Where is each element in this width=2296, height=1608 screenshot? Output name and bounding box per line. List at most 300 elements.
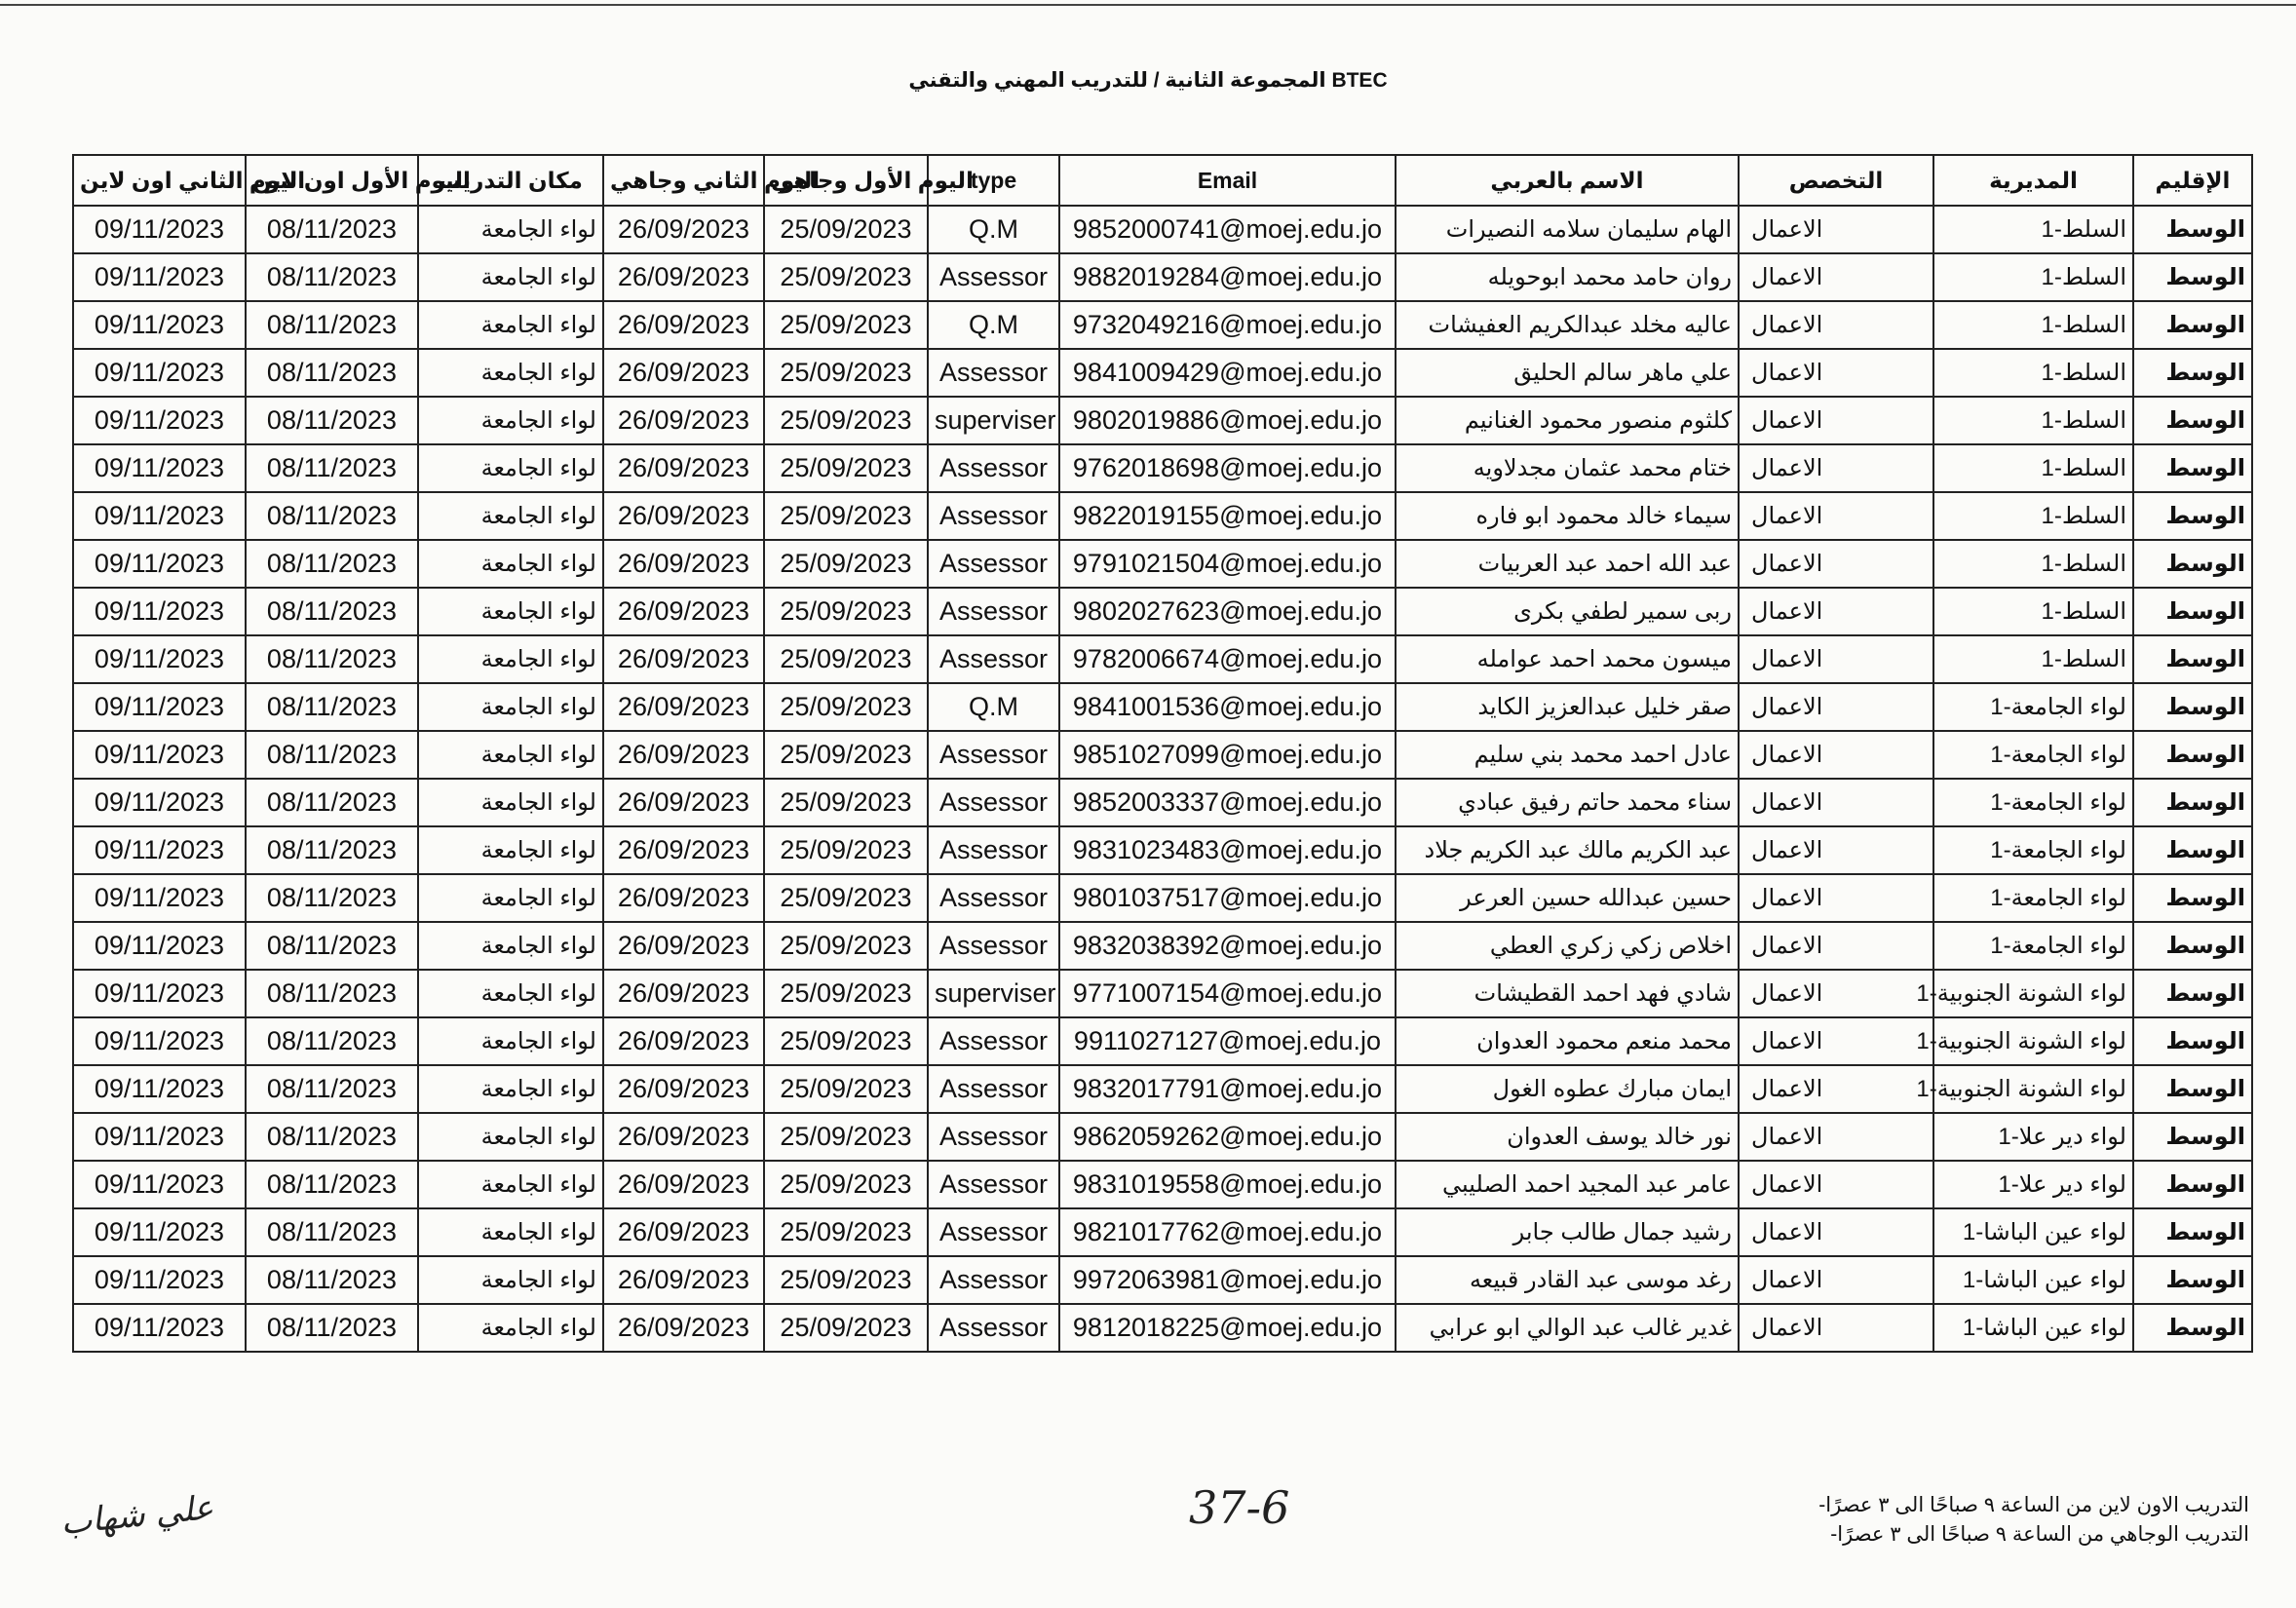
cell-training-place: لواء الجامعة <box>418 444 603 492</box>
cell-arabic-name: روان حامد محمد ابوحويله <box>1396 253 1739 301</box>
header-specialty: التخصص <box>1739 155 1933 206</box>
cell-day1-online: 08/11/2023 <box>246 540 418 588</box>
cell-training-place: لواء الجامعة <box>418 397 603 444</box>
cell-directorate: لواء الشونة الجنوبية-1 <box>1933 970 2133 1017</box>
cell-email: 9821017762@moej.edu.jo <box>1059 1208 1396 1256</box>
cell-type: Assessor <box>928 492 1059 540</box>
cell-day1-inperson: 25/09/2023 <box>764 683 928 731</box>
cell-type: Assessor <box>928 1208 1059 1256</box>
cell-type: Assessor <box>928 1304 1059 1352</box>
cell-arabic-name: كلثوم منصور محمود الغنانيم <box>1396 397 1739 444</box>
cell-day2-online: 09/11/2023 <box>73 731 246 779</box>
cell-day1-online: 08/11/2023 <box>246 683 418 731</box>
table-row <box>73 588 2252 635</box>
cell-type: Assessor <box>928 826 1059 874</box>
cell-day2-online: 09/11/2023 <box>73 1017 246 1065</box>
cell-email: 9801037517@moej.edu.jo <box>1059 874 1396 922</box>
cell-training-place: لواء الجامعة <box>418 492 603 540</box>
table-row <box>73 349 2252 397</box>
cell-arabic-name: عبد الكريم مالك عبد الكريم جلاد <box>1396 826 1739 874</box>
cell-day2-inperson: 26/09/2023 <box>603 1113 764 1161</box>
cell-type: Q.M <box>928 206 1059 253</box>
cell-arabic-name: رشيد جمال طالب جابر <box>1396 1208 1739 1256</box>
cell-directorate: السلط-1 <box>1933 540 2133 588</box>
cell-arabic-name: الهام سليمان سلامه النصيرات <box>1396 206 1739 253</box>
cell-email: 9771007154@moej.edu.jo <box>1059 970 1396 1017</box>
cell-day2-online: 09/11/2023 <box>73 444 246 492</box>
table-row <box>73 970 2252 1017</box>
cell-directorate: لواء عين الباشا-1 <box>1933 1304 2133 1352</box>
cell-day2-inperson: 26/09/2023 <box>603 397 764 444</box>
cell-day2-inperson: 26/09/2023 <box>603 1065 764 1113</box>
cell-day1-inperson: 25/09/2023 <box>764 206 928 253</box>
cell-day2-online: 09/11/2023 <box>73 970 246 1017</box>
cell-day1-online: 08/11/2023 <box>246 922 418 970</box>
cell-day1-online: 08/11/2023 <box>246 1017 418 1065</box>
cell-day1-online: 08/11/2023 <box>246 635 418 683</box>
cell-arabic-name: نور خالد يوسف العدوان <box>1396 1113 1739 1161</box>
cell-region: الوسط <box>2133 826 2252 874</box>
cell-specialty: الاعمال <box>1739 253 1933 301</box>
cell-type: Assessor <box>928 635 1059 683</box>
cell-specialty: الاعمال <box>1739 970 1933 1017</box>
header-email: Email <box>1059 155 1396 206</box>
cell-email: 9732049216@moej.edu.jo <box>1059 301 1396 349</box>
cell-directorate: لواء دير علا-1 <box>1933 1161 2133 1208</box>
cell-type: Q.M <box>928 301 1059 349</box>
cell-arabic-name: اخلاص زكي زكري العطي <box>1396 922 1739 970</box>
footer-notes <box>1818 1491 2249 1550</box>
cell-day1-online: 08/11/2023 <box>246 301 418 349</box>
cell-specialty: الاعمال <box>1739 874 1933 922</box>
cell-type: Assessor <box>928 253 1059 301</box>
cell-region: الوسط <box>2133 922 2252 970</box>
cell-type: Assessor <box>928 874 1059 922</box>
cell-day1-online: 08/11/2023 <box>246 1161 418 1208</box>
cell-day1-online: 08/11/2023 <box>246 731 418 779</box>
table-row <box>73 1113 2252 1161</box>
cell-type: Assessor <box>928 1017 1059 1065</box>
cell-specialty: الاعمال <box>1739 349 1933 397</box>
cell-type: Assessor <box>928 1161 1059 1208</box>
cell-directorate: لواء الجامعة-1 <box>1933 731 2133 779</box>
table-row <box>73 922 2252 970</box>
cell-arabic-name: ربى سمير لطفي بكرى <box>1396 588 1739 635</box>
header-type: type <box>928 155 1059 206</box>
cell-directorate: السلط-1 <box>1933 301 2133 349</box>
cell-directorate: السلط-1 <box>1933 397 2133 444</box>
cell-day2-inperson: 26/09/2023 <box>603 635 764 683</box>
cell-type: Q.M <box>928 683 1059 731</box>
cell-directorate: السلط-1 <box>1933 635 2133 683</box>
cell-day2-online: 09/11/2023 <box>73 1208 246 1256</box>
cell-training-place: لواء الجامعة <box>418 301 603 349</box>
header-day1-inperson: اليوم الأول وجاهي <box>764 155 928 206</box>
cell-region: الوسط <box>2133 1256 2252 1304</box>
cell-day1-online: 08/11/2023 <box>246 1065 418 1113</box>
cell-directorate: لواء دير علا-1 <box>1933 1113 2133 1161</box>
cell-training-place: لواء الجامعة <box>418 1304 603 1352</box>
cell-arabic-name: عبد الله احمد عبد العربيات <box>1396 540 1739 588</box>
table-row <box>73 779 2252 826</box>
cell-day1-inperson: 25/09/2023 <box>764 1065 928 1113</box>
cell-day2-online: 09/11/2023 <box>73 301 246 349</box>
cell-directorate: لواء عين الباشا-1 <box>1933 1256 2133 1304</box>
cell-day2-online: 09/11/2023 <box>73 1256 246 1304</box>
cell-day2-online: 09/11/2023 <box>73 779 246 826</box>
cell-email: 9841009429@moej.edu.jo <box>1059 349 1396 397</box>
cell-day2-inperson: 26/09/2023 <box>603 1304 764 1352</box>
cell-specialty: الاعمال <box>1739 826 1933 874</box>
cell-email: 9911027127@moej.edu.jo <box>1059 1017 1396 1065</box>
cell-training-place: لواء الجامعة <box>418 206 603 253</box>
note-inperson-training: التدريب الوجاهي من الساعة ٩ صباحًا الى ٣ عصرًا- <box>1830 1523 2249 1546</box>
header-row <box>73 155 2252 206</box>
cell-directorate: لواء الشونة الجنوبية-1 <box>1933 1017 2133 1065</box>
cell-day1-inperson: 25/09/2023 <box>764 492 928 540</box>
cell-region: الوسط <box>2133 1208 2252 1256</box>
cell-day2-online: 09/11/2023 <box>73 635 246 683</box>
cell-day2-online: 09/11/2023 <box>73 253 246 301</box>
cell-arabic-name: محمد منعم محمود العدوان <box>1396 1017 1739 1065</box>
cell-day2-inperson: 26/09/2023 <box>603 683 764 731</box>
cell-email: 9831023483@moej.edu.jo <box>1059 826 1396 874</box>
cell-email: 9802027623@moej.edu.jo <box>1059 588 1396 635</box>
cell-type: Assessor <box>928 731 1059 779</box>
cell-training-place: لواء الجامعة <box>418 731 603 779</box>
cell-directorate: السلط-1 <box>1933 206 2133 253</box>
cell-specialty: الاعمال <box>1739 731 1933 779</box>
table-row <box>73 731 2252 779</box>
cell-day2-online: 09/11/2023 <box>73 206 246 253</box>
cell-training-place: لواء الجامعة <box>418 683 603 731</box>
cell-day1-inperson: 25/09/2023 <box>764 301 928 349</box>
cell-day1-online: 08/11/2023 <box>246 206 418 253</box>
cell-region: الوسط <box>2133 253 2252 301</box>
cell-specialty: الاعمال <box>1739 1017 1933 1065</box>
cell-day2-inperson: 26/09/2023 <box>603 731 764 779</box>
cell-email: 9802019886@moej.edu.jo <box>1059 397 1396 444</box>
cell-day1-inperson: 25/09/2023 <box>764 444 928 492</box>
cell-specialty: الاعمال <box>1739 1161 1933 1208</box>
cell-region: الوسط <box>2133 444 2252 492</box>
cell-region: الوسط <box>2133 1065 2252 1113</box>
cell-day2-online: 09/11/2023 <box>73 349 246 397</box>
cell-day2-online: 09/11/2023 <box>73 492 246 540</box>
cell-specialty: الاعمال <box>1739 1304 1933 1352</box>
table-row <box>73 1304 2252 1352</box>
cell-day2-inperson: 26/09/2023 <box>603 922 764 970</box>
cell-day1-online: 08/11/2023 <box>246 444 418 492</box>
header-day2-online: اليوم الثاني اون لاين <box>73 155 246 206</box>
page-title: المجموعة الثانية / للتدريب المهني والتقني BTEC <box>908 69 1388 92</box>
cell-arabic-name: ختام محمد عثمان مجدلاويه <box>1396 444 1739 492</box>
table-row <box>73 683 2252 731</box>
table-row <box>73 540 2252 588</box>
cell-directorate: لواء الجامعة-1 <box>1933 683 2133 731</box>
cell-region: الوسط <box>2133 1304 2252 1352</box>
cell-training-place: لواء الجامعة <box>418 635 603 683</box>
cell-day1-online: 08/11/2023 <box>246 970 418 1017</box>
cell-training-place: لواء الجامعة <box>418 1113 603 1161</box>
table-row <box>73 1256 2252 1304</box>
cell-email: 9832038392@moej.edu.jo <box>1059 922 1396 970</box>
cell-type: Assessor <box>928 588 1059 635</box>
cell-day2-online: 09/11/2023 <box>73 540 246 588</box>
cell-training-place: لواء الجامعة <box>418 349 603 397</box>
cell-day1-online: 08/11/2023 <box>246 492 418 540</box>
cell-region: الوسط <box>2133 540 2252 588</box>
cell-type: Assessor <box>928 444 1059 492</box>
table-row <box>73 1161 2252 1208</box>
cell-email: 9882019284@moej.edu.jo <box>1059 253 1396 301</box>
cell-arabic-name: عادل احمد محمد بني سليم <box>1396 731 1739 779</box>
cell-email: 9862059262@moej.edu.jo <box>1059 1113 1396 1161</box>
cell-region: الوسط <box>2133 349 2252 397</box>
cell-day1-online: 08/11/2023 <box>246 826 418 874</box>
cell-day2-inperson: 26/09/2023 <box>603 1208 764 1256</box>
cell-arabic-name: ايمان مبارك عطوه الغول <box>1396 1065 1739 1113</box>
cell-directorate: لواء الجامعة-1 <box>1933 922 2133 970</box>
cell-day2-inperson: 26/09/2023 <box>603 970 764 1017</box>
cell-day1-inperson: 25/09/2023 <box>764 970 928 1017</box>
cell-type: Assessor <box>928 540 1059 588</box>
cell-day2-online: 09/11/2023 <box>73 922 246 970</box>
cell-arabic-name: رغد موسى عبد القادر قبيعه <box>1396 1256 1739 1304</box>
cell-day1-online: 08/11/2023 <box>246 779 418 826</box>
cell-day1-inperson: 25/09/2023 <box>764 635 928 683</box>
cell-day2-inperson: 26/09/2023 <box>603 492 764 540</box>
table-row <box>73 1208 2252 1256</box>
cell-day2-inperson: 26/09/2023 <box>603 826 764 874</box>
header-directorate: المديرية <box>1933 155 2133 206</box>
cell-directorate: السلط-1 <box>1933 253 2133 301</box>
cell-specialty: الاعمال <box>1739 397 1933 444</box>
cell-day2-online: 09/11/2023 <box>73 826 246 874</box>
cell-specialty: الاعمال <box>1739 635 1933 683</box>
cell-type: Assessor <box>928 922 1059 970</box>
cell-training-place: لواء الجامعة <box>418 970 603 1017</box>
cell-specialty: الاعمال <box>1739 1256 1933 1304</box>
table-row <box>73 826 2252 874</box>
cell-specialty: الاعمال <box>1739 444 1933 492</box>
cell-day1-online: 08/11/2023 <box>246 253 418 301</box>
cell-specialty: الاعمال <box>1739 1208 1933 1256</box>
cell-day2-inperson: 26/09/2023 <box>603 874 764 922</box>
table-row <box>73 635 2252 683</box>
cell-directorate: السلط-1 <box>1933 349 2133 397</box>
cell-training-place: لواء الجامعة <box>418 1017 603 1065</box>
cell-training-place: لواء الجامعة <box>418 922 603 970</box>
cell-arabic-name: صقر خليل عبدالعزيز الكايد <box>1396 683 1739 731</box>
cell-type: Assessor <box>928 1113 1059 1161</box>
cell-arabic-name: ميسون محمد احمد عوامله <box>1396 635 1739 683</box>
cell-day1-inperson: 25/09/2023 <box>764 349 928 397</box>
cell-type: Assessor <box>928 1256 1059 1304</box>
cell-directorate: لواء الجامعة-1 <box>1933 779 2133 826</box>
cell-day1-online: 08/11/2023 <box>246 1256 418 1304</box>
cell-training-place: لواء الجامعة <box>418 540 603 588</box>
cell-arabic-name: حسين عبدالله حسين العرعر <box>1396 874 1739 922</box>
cell-training-place: لواء الجامعة <box>418 1208 603 1256</box>
cell-type: Assessor <box>928 1065 1059 1113</box>
table-row <box>73 444 2252 492</box>
cell-day2-inperson: 26/09/2023 <box>603 444 764 492</box>
cell-day1-inperson: 25/09/2023 <box>764 1208 928 1256</box>
cell-day2-inperson: 26/09/2023 <box>603 253 764 301</box>
cell-day2-inperson: 26/09/2023 <box>603 301 764 349</box>
cell-day2-online: 09/11/2023 <box>73 397 246 444</box>
cell-day1-online: 08/11/2023 <box>246 1304 418 1352</box>
cell-day2-inperson: 26/09/2023 <box>603 349 764 397</box>
cell-day2-inperson: 26/09/2023 <box>603 1256 764 1304</box>
cell-day2-inperson: 26/09/2023 <box>603 779 764 826</box>
header-day2-inperson: اليوم الثاني وجاهي <box>603 155 764 206</box>
cell-specialty: الاعمال <box>1739 779 1933 826</box>
cell-training-place: لواء الجامعة <box>418 253 603 301</box>
cell-arabic-name: عامر عبد المجيد احمد الصليبي <box>1396 1161 1739 1208</box>
cell-day2-inperson: 26/09/2023 <box>603 206 764 253</box>
cell-directorate: لواء الجامعة-1 <box>1933 826 2133 874</box>
cell-region: الوسط <box>2133 779 2252 826</box>
cell-email: 9851027099@moej.edu.jo <box>1059 731 1396 779</box>
cell-email: 9852003337@moej.edu.jo <box>1059 779 1396 826</box>
cell-directorate: لواء الجامعة-1 <box>1933 874 2133 922</box>
cell-region: الوسط <box>2133 1113 2252 1161</box>
cell-day1-inperson: 25/09/2023 <box>764 1304 928 1352</box>
cell-day1-inperson: 25/09/2023 <box>764 922 928 970</box>
cell-day1-online: 08/11/2023 <box>246 588 418 635</box>
cell-day1-inperson: 25/09/2023 <box>764 1113 928 1161</box>
table-row <box>73 397 2252 444</box>
cell-day2-online: 09/11/2023 <box>73 1161 246 1208</box>
cell-arabic-name: غدير غالب عبد الوالي ابو عرابي <box>1396 1304 1739 1352</box>
cell-day1-inperson: 25/09/2023 <box>764 779 928 826</box>
cell-day2-inperson: 26/09/2023 <box>603 540 764 588</box>
cell-training-place: لواء الجامعة <box>418 1256 603 1304</box>
table-row <box>73 253 2252 301</box>
cell-email: 9822019155@moej.edu.jo <box>1059 492 1396 540</box>
table-row <box>73 874 2252 922</box>
cell-specialty: الاعمال <box>1739 922 1933 970</box>
note-online-training: التدريب الاون لاين من الساعة ٩ صباحًا الى ٣ عصرًا- <box>1818 1494 2249 1516</box>
cell-day2-online: 09/11/2023 <box>73 683 246 731</box>
cell-specialty: الاعمال <box>1739 683 1933 731</box>
header-region: الإقليم <box>2133 155 2252 206</box>
cell-email: 9972063981@moej.edu.jo <box>1059 1256 1396 1304</box>
cell-arabic-name: عاليه مخلد عبدالكريم العفيشات <box>1396 301 1739 349</box>
cell-type: Assessor <box>928 349 1059 397</box>
cell-region: الوسط <box>2133 1161 2252 1208</box>
cell-type: Assessor <box>928 779 1059 826</box>
cell-directorate: لواء عين الباشا-1 <box>1933 1208 2133 1256</box>
cell-specialty: الاعمال <box>1739 540 1933 588</box>
cell-specialty: الاعمال <box>1739 206 1933 253</box>
cell-type: superviser <box>928 397 1059 444</box>
cell-specialty: الاعمال <box>1739 1065 1933 1113</box>
cell-specialty: الاعمال <box>1739 492 1933 540</box>
cell-training-place: لواء الجامعة <box>418 826 603 874</box>
participants-table <box>72 154 2253 1353</box>
cell-email: 9762018698@moej.edu.jo <box>1059 444 1396 492</box>
cell-email: 9852000741@moej.edu.jo <box>1059 206 1396 253</box>
cell-day1-online: 08/11/2023 <box>246 1113 418 1161</box>
cell-day2-inperson: 26/09/2023 <box>603 1017 764 1065</box>
cell-region: الوسط <box>2133 635 2252 683</box>
cell-training-place: لواء الجامعة <box>418 874 603 922</box>
table-body <box>73 206 2252 1352</box>
cell-day1-online: 08/11/2023 <box>246 397 418 444</box>
cell-day1-inperson: 25/09/2023 <box>764 874 928 922</box>
table-row <box>73 1017 2252 1065</box>
cell-day2-online: 09/11/2023 <box>73 1065 246 1113</box>
cell-day1-inperson: 25/09/2023 <box>764 731 928 779</box>
cell-specialty: الاعمال <box>1739 301 1933 349</box>
cell-day1-inperson: 25/09/2023 <box>764 826 928 874</box>
cell-arabic-name: شادي فهد احمد القطيشات <box>1396 970 1739 1017</box>
cell-region: الوسط <box>2133 206 2252 253</box>
handwritten-signature: علي شهاب <box>58 1487 215 1544</box>
cell-email: 9831019558@moej.edu.jo <box>1059 1161 1396 1208</box>
cell-region: الوسط <box>2133 301 2252 349</box>
table-row <box>73 1065 2252 1113</box>
cell-arabic-name: علي ماهر سالم الحليق <box>1396 349 1739 397</box>
cell-day1-inperson: 25/09/2023 <box>764 1017 928 1065</box>
cell-day2-online: 09/11/2023 <box>73 874 246 922</box>
cell-specialty: الاعمال <box>1739 1113 1933 1161</box>
cell-day1-inperson: 25/09/2023 <box>764 1256 928 1304</box>
cell-region: الوسط <box>2133 588 2252 635</box>
cell-region: الوسط <box>2133 1017 2252 1065</box>
cell-day2-online: 09/11/2023 <box>73 588 246 635</box>
cell-day1-online: 08/11/2023 <box>246 1208 418 1256</box>
cell-arabic-name: سناء محمد حاتم رفيق عبادي <box>1396 779 1739 826</box>
cell-type: superviser <box>928 970 1059 1017</box>
cell-region: الوسط <box>2133 683 2252 731</box>
cell-directorate: السلط-1 <box>1933 492 2133 540</box>
cell-training-place: لواء الجامعة <box>418 1065 603 1113</box>
cell-day2-online: 09/11/2023 <box>73 1113 246 1161</box>
table-row <box>73 206 2252 253</box>
header-arabic-name: الاسم بالعربي <box>1396 155 1739 206</box>
cell-training-place: لواء الجامعة <box>418 779 603 826</box>
table-row <box>73 492 2252 540</box>
cell-email: 9832017791@moej.edu.jo <box>1059 1065 1396 1113</box>
cell-day1-online: 08/11/2023 <box>246 349 418 397</box>
cell-day2-online: 09/11/2023 <box>73 1304 246 1352</box>
cell-region: الوسط <box>2133 492 2252 540</box>
cell-day1-inperson: 25/09/2023 <box>764 540 928 588</box>
table-row <box>73 301 2252 349</box>
cell-day1-inperson: 25/09/2023 <box>764 397 928 444</box>
cell-day1-online: 08/11/2023 <box>246 874 418 922</box>
cell-day2-inperson: 26/09/2023 <box>603 1161 764 1208</box>
cell-training-place: لواء الجامعة <box>418 1161 603 1208</box>
cell-email: 9782006674@moej.edu.jo <box>1059 635 1396 683</box>
cell-region: الوسط <box>2133 731 2252 779</box>
cell-email: 9841001536@moej.edu.jo <box>1059 683 1396 731</box>
cell-directorate: لواء الشونة الجنوبية-1 <box>1933 1065 2133 1113</box>
handwritten-page-number: 37-6 <box>1189 1481 1290 1534</box>
cell-directorate: السلط-1 <box>1933 588 2133 635</box>
cell-day1-inperson: 25/09/2023 <box>764 1161 928 1208</box>
cell-day2-inperson: 26/09/2023 <box>603 588 764 635</box>
cell-region: الوسط <box>2133 970 2252 1017</box>
cell-email: 9812018225@moej.edu.jo <box>1059 1304 1396 1352</box>
cell-region: الوسط <box>2133 874 2252 922</box>
cell-training-place: لواء الجامعة <box>418 588 603 635</box>
cell-email: 9791021504@moej.edu.jo <box>1059 540 1396 588</box>
